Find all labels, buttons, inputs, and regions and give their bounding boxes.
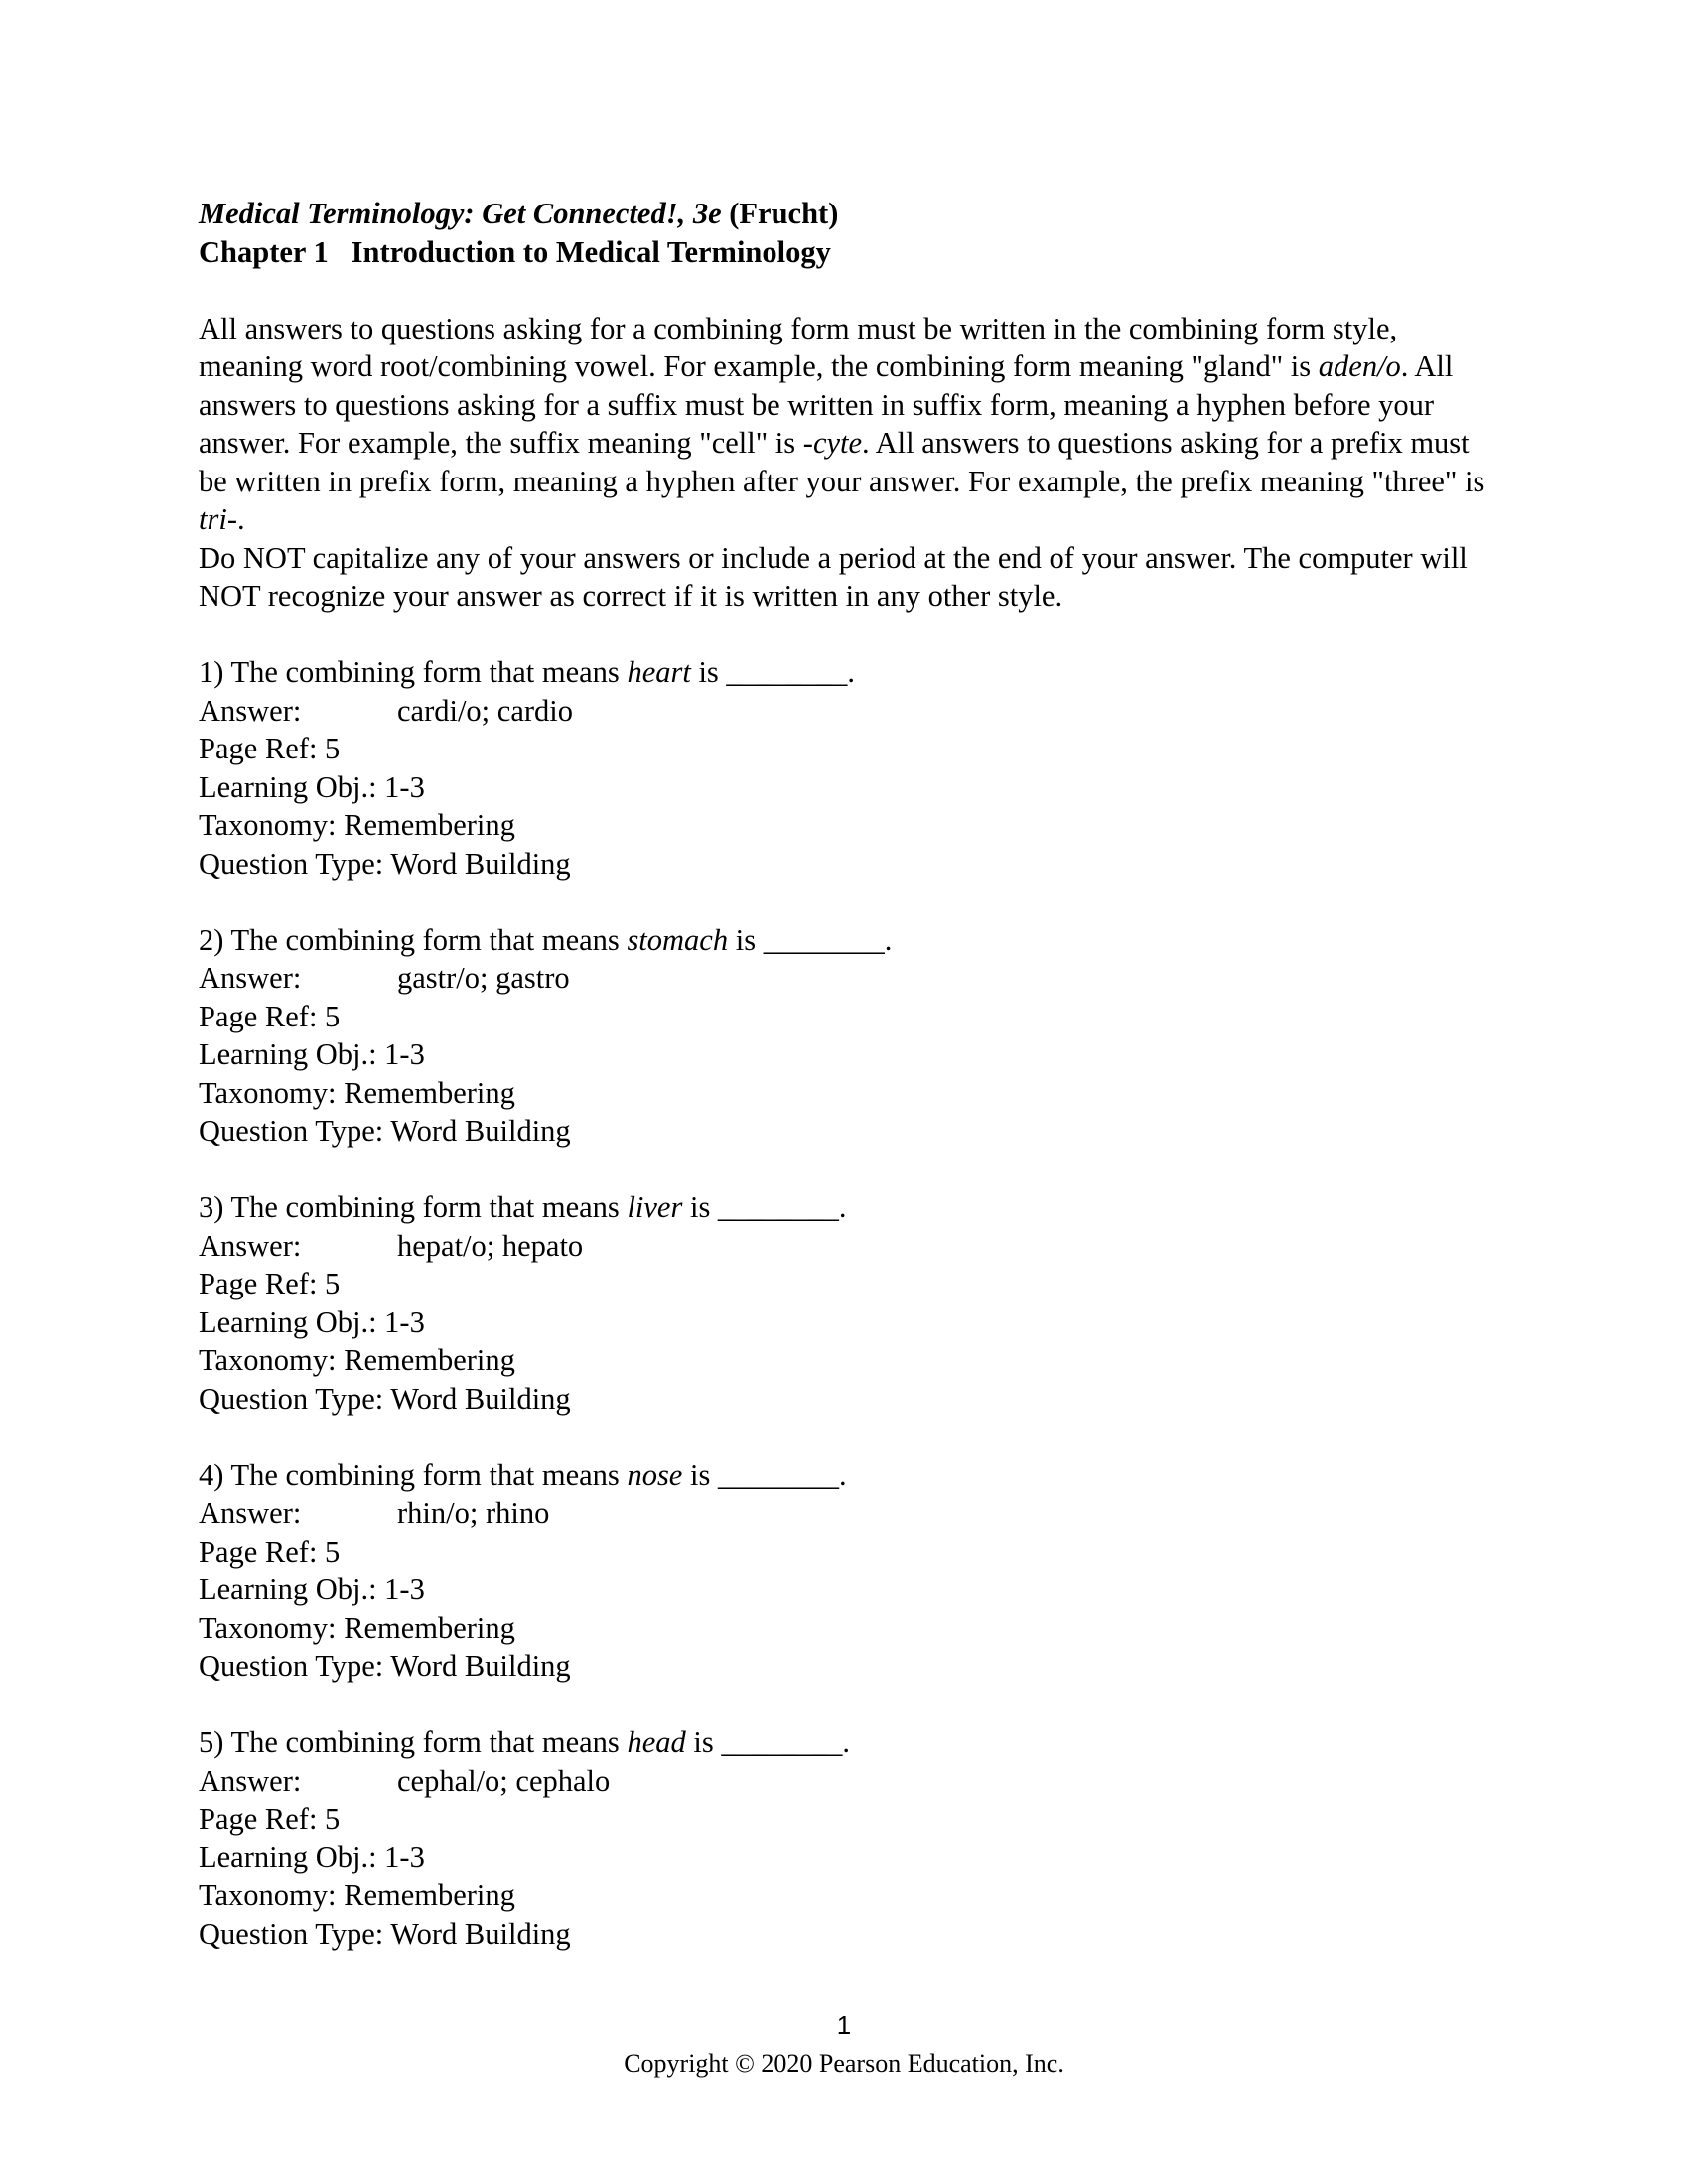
answer-label: Answer: — [199, 1228, 302, 1263]
example-suffix: -cyte — [802, 426, 863, 460]
answer-value: cephal/o; cephalo — [397, 1763, 611, 1798]
question-type: Question Type: Word Building — [199, 1114, 571, 1148]
answer-value: hepat/o; hepato — [397, 1228, 584, 1263]
learning-obj: Learning Obj.: 1-3 — [199, 1037, 425, 1071]
page-ref: Page Ref: 5 — [199, 999, 341, 1033]
question-stem — [199, 1456, 1489, 1495]
answer-label: Answer: — [199, 1763, 302, 1798]
chapter-title: Introduction to Medical Terminology — [351, 234, 831, 269]
taxonomy: Taxonomy: Remembering — [199, 1075, 515, 1110]
question-stem — [199, 1188, 1489, 1227]
page-ref: Page Ref: 5 — [199, 1802, 341, 1836]
question-term: nose — [627, 1457, 683, 1492]
stem-text: 4) The combining form that means — [199, 1457, 628, 1492]
stem-blank: is ________. — [685, 1725, 850, 1759]
question-stem — [199, 653, 1489, 692]
book-title-line — [199, 195, 1489, 233]
instructions-text: . — [236, 502, 245, 536]
answer-row — [199, 692, 1489, 731]
page-ref: Page Ref: 5 — [199, 1267, 341, 1300]
learning-obj: Learning Obj.: 1-3 — [199, 1572, 425, 1606]
instructions-text: . All answers to questions asking for a suffix must be written in suffix form, meaning a hyphen before your answer. For example, the suffix meaning "cell" is — [199, 349, 1454, 460]
stem-blank: is ________. — [682, 1457, 847, 1492]
question-term: head — [627, 1725, 686, 1759]
book-author: (Frucht) — [729, 197, 839, 230]
instructions — [199, 310, 1489, 615]
stem-blank: is ________. — [682, 1190, 847, 1224]
answer-row — [199, 959, 1489, 998]
book-title: Medical Terminology: Get Connected!, 3e — [199, 197, 722, 230]
instructions-text: . All answers to questions asking for a prefix must be written in prefix form, meaning a hyphen after your answer. For example, the prefix meaning "three" is — [199, 426, 1485, 498]
chapter-heading — [199, 233, 1489, 272]
example-combining-form: aden/o — [1318, 349, 1401, 383]
page-number: 1 — [836, 2010, 852, 2040]
question-term: stomach — [627, 922, 729, 957]
answer-value: cardi/o; cardio — [397, 693, 573, 728]
learning-obj: Learning Obj.: 1-3 — [199, 1840, 425, 1874]
question-type: Question Type: Word Building — [199, 1649, 571, 1683]
answer-row — [199, 1762, 1489, 1801]
answer-label: Answer: — [199, 961, 302, 995]
learning-obj: Learning Obj.: 1-3 — [199, 769, 425, 804]
chapter-label: Chapter 1 — [199, 234, 329, 269]
question-2 — [199, 921, 1489, 1151]
taxonomy: Taxonomy: Remembering — [199, 1878, 515, 1912]
question-3 — [199, 1188, 1489, 1418]
question-1 — [199, 653, 1489, 883]
taxonomy: Taxonomy: Remembering — [199, 1610, 515, 1645]
answer-label: Answer: — [199, 1496, 302, 1530]
document-page — [199, 195, 1489, 1953]
answer-value: rhin/o; rhino — [397, 1496, 550, 1530]
question-4 — [199, 1456, 1489, 1686]
question-type: Question Type: Word Building — [199, 1916, 571, 1951]
stem-text: 3) The combining form that means — [199, 1190, 628, 1224]
taxonomy: Taxonomy: Remembering — [199, 1343, 515, 1377]
page-ref: Page Ref: 5 — [199, 732, 341, 765]
taxonomy: Taxonomy: Remembering — [199, 808, 515, 842]
answer-row — [199, 1227, 1489, 1266]
example-prefix: tri- — [199, 502, 237, 536]
question-5 — [199, 1723, 1489, 1953]
question-stem — [199, 1723, 1489, 1762]
instructions-text: All answers to questions asking for a combining form must be written in the combining form style, meaning word root/combining vowel. For example, the combining form meaning "gland" is — [199, 311, 1398, 383]
stem-text: 2) The combining form that means — [199, 922, 628, 957]
stem-blank: is ________. — [728, 922, 893, 957]
question-type: Question Type: Word Building — [199, 846, 571, 881]
question-term: heart — [627, 655, 691, 689]
stem-blank: is ________. — [690, 655, 856, 689]
instructions-paragraph-1 — [199, 310, 1489, 539]
answer-label: Answer: — [199, 693, 302, 728]
answer-value: gastr/o; gastro — [397, 961, 570, 995]
page-ref: Page Ref: 5 — [199, 1534, 341, 1569]
question-type: Question Type: Word Building — [199, 1381, 571, 1416]
stem-text: 5) The combining form that means — [199, 1725, 628, 1759]
answer-row — [199, 1494, 1489, 1533]
learning-obj: Learning Obj.: 1-3 — [199, 1304, 425, 1339]
question-term: liver — [627, 1190, 683, 1224]
copyright-notice: Copyright © 2020 Pearson Education, Inc. — [624, 2049, 1064, 2078]
instructions-paragraph-2: Do NOT capitalize any of your answers or include a period at the end of your answer. The computer will NOT recognize your answer as correct if it is written in any other style. — [199, 540, 1468, 613]
stem-text: 1) The combining form that means — [199, 655, 628, 689]
question-stem — [199, 921, 1489, 960]
